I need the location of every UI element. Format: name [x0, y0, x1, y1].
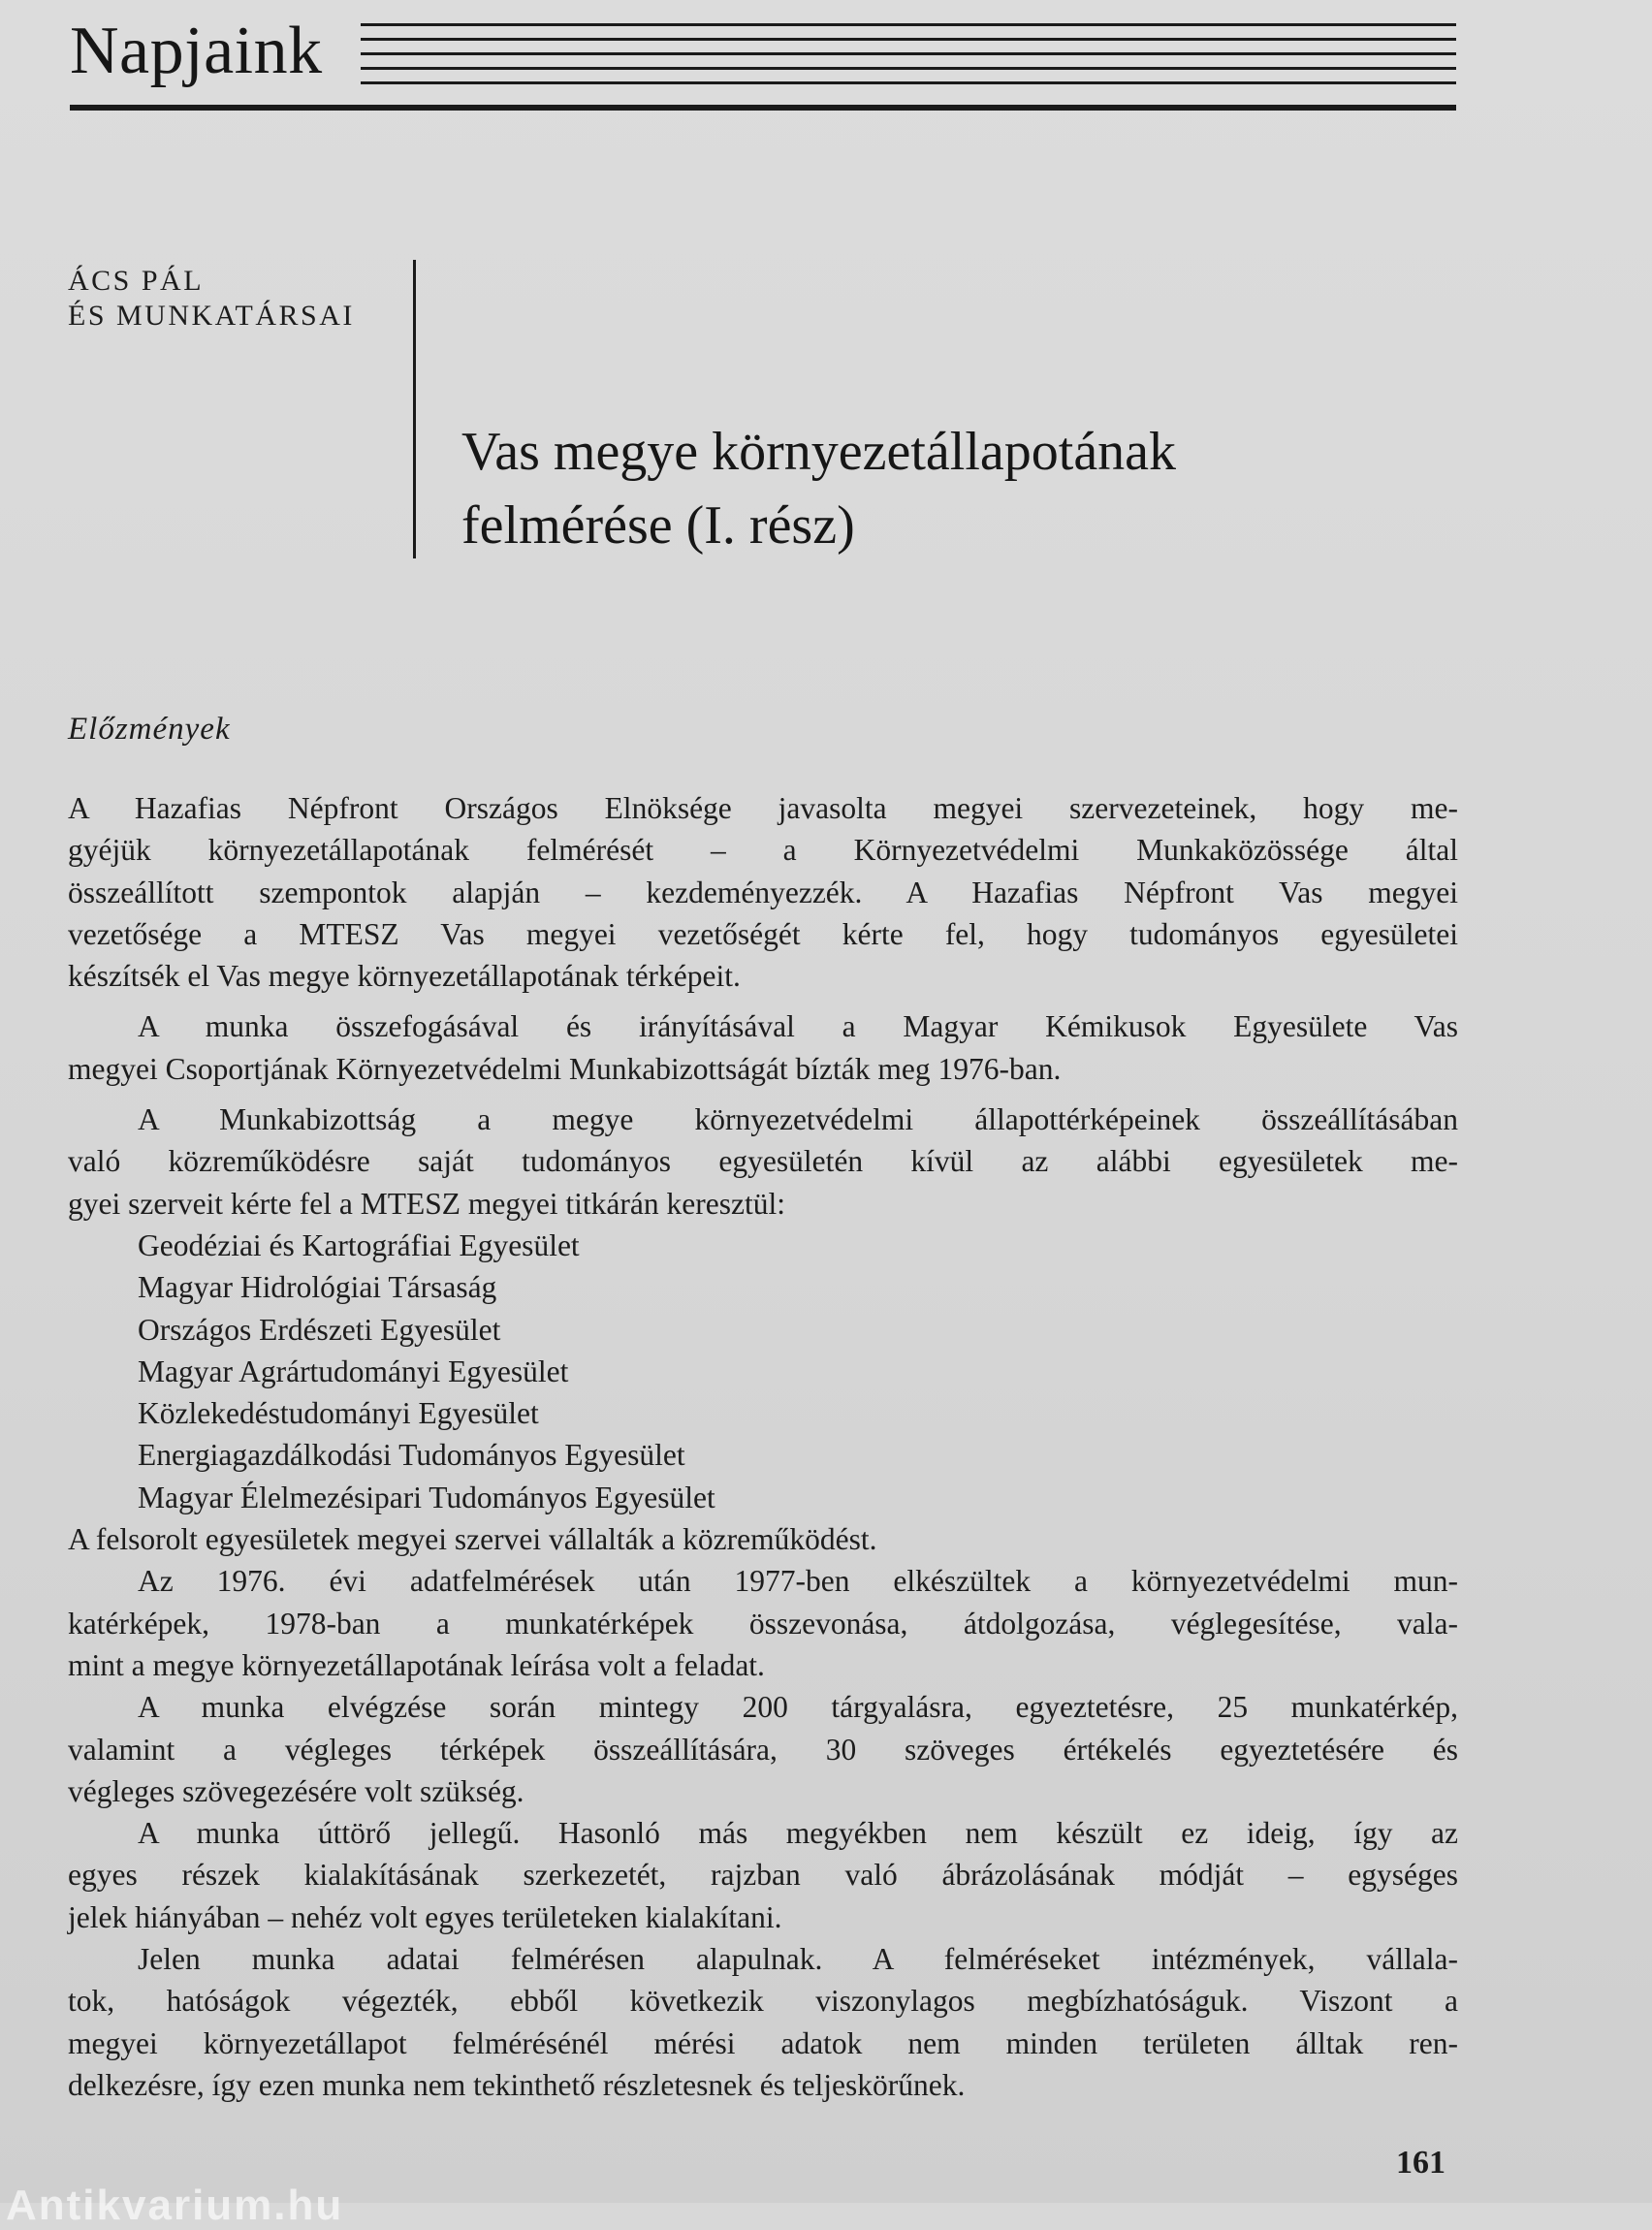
- text-line: valamint a végleges térképek összeállítására, 30 szöveges értékelés egyeztetésére és: [68, 1732, 1458, 1767]
- article-title-line: felmérése (I. rész): [461, 495, 855, 556]
- text-line: gyéjük környezetállapotának felmérését – a Környezetvédelmi Munkaközössége által: [68, 833, 1458, 868]
- text-line: megyei Csoportjának Környezetvédelmi Munkabizottságát bízták meg 1976-ban.: [68, 1051, 1062, 1086]
- organization-list: [68, 1225, 1458, 1518]
- text-line: gyei szerveit kérte fel a MTESZ megyei titkárán keresztül:: [68, 1186, 785, 1221]
- article-body: [68, 787, 1458, 2106]
- list-item: Közlekedéstudományi Egyesület: [138, 1396, 539, 1431]
- text-line: összeállított szempontok alapján – kezdeményezzék. A Hazafias Népfront Vas megyei: [68, 875, 1458, 909]
- text-line: való közreműködésre saját tudományos egyesületén kívül az alábbi egyesületek me-: [68, 1144, 1458, 1179]
- header-rule: [361, 67, 1456, 70]
- list-item: Magyar Hidrológiai Társaság: [138, 1270, 497, 1305]
- text-line: egyes részek kialakításának szerkezetét, rajzban való ábrázolásának módját – egységes: [68, 1858, 1458, 1893]
- text-line: készítsék el Vas megye környezetállapotának térképeit.: [68, 959, 741, 994]
- paragraph: [68, 1560, 1458, 1686]
- text-line: vezetősége a MTESZ Vas megyei vezetőségét kérte fel, hogy tudományos egyesületei: [68, 916, 1458, 951]
- paragraph: [68, 787, 1458, 997]
- paragraph: [68, 1812, 1458, 1938]
- header-underline: [70, 105, 1456, 111]
- watermark: Antikvarium.hu: [6, 2182, 344, 2229]
- text-line: mint a megye környezetállapotának leírása volt a feladat.: [68, 1647, 765, 1682]
- text-line: A munka összefogásával és irányításával a Magyar Kémikusok Egyesülete Vas: [138, 1009, 1458, 1044]
- text-line: tok, hatóságok végezték, ebből következik viszonylagos megbízhatóságuk. Viszont a: [68, 1984, 1458, 2019]
- text-line: A felsorolt egyesületek megyei szervei vállalták a közreműködést.: [68, 1522, 877, 1557]
- header-rule: [361, 81, 1456, 84]
- list-item: Geodéziai és Kartográfiai Egyesület: [138, 1227, 580, 1262]
- text-line: Jelen munka adatai felmérésen alapulnak. A felméréseket intézmények, vállala-: [138, 1942, 1458, 1977]
- section-title: Napjaink: [70, 14, 323, 88]
- text-line: végleges szövegezésére volt szükség.: [68, 1773, 524, 1808]
- section-heading: Előzmények: [68, 712, 231, 747]
- header-rule: [361, 52, 1456, 55]
- author-line: ÉS MUNKATÁRSAI: [68, 300, 355, 332]
- text-line: A munka elvégzése során mintegy 200 tárgyalásra, egyeztetésre, 25 munkatérkép,: [138, 1690, 1458, 1725]
- paragraph: [68, 1099, 1458, 1225]
- header-rule: [361, 23, 1456, 26]
- text-line: A Hazafias Népfront Országos Elnöksége javasolta megyei szervezeteinek, hogy me-: [68, 791, 1458, 825]
- text-line: Az 1976. évi adatfelmérések után 1977-ben elkészültek a környezetvédelmi mun-: [138, 1564, 1458, 1599]
- paragraph: [68, 1938, 1458, 2106]
- text-line: A Munkabizottság a megye környezetvédelmi állapottérképeinek összeállításában: [138, 1102, 1458, 1137]
- authors: [68, 264, 355, 334]
- paragraph: [68, 1518, 1458, 1560]
- paragraph: [68, 1005, 1458, 1090]
- text-line: megyei környezetállapot felmérésénél mérési adatok nem minden területen álltak ren-: [68, 2025, 1458, 2060]
- header-rule: [361, 38, 1456, 41]
- author-line: ÁCS PÁL: [68, 265, 205, 297]
- paragraph: [68, 1686, 1458, 1812]
- list-item: Energiagazdálkodási Tudományos Egyesület: [138, 1438, 685, 1473]
- text-line: jelek hiányában – nehéz volt egyes területeken kialakítani.: [68, 1899, 782, 1934]
- header-rules: [361, 23, 1456, 93]
- text-line: katérképek, 1978-ban a munkatérképek összevonása, átdolgozása, véglegesítése, vala-: [68, 1606, 1458, 1641]
- list-item: Magyar Élelmezésipari Tudományos Egyesület: [138, 1480, 715, 1514]
- article-title: [461, 415, 1176, 562]
- list-item: Országos Erdészeti Egyesület: [138, 1312, 501, 1347]
- article-title-line: Vas megye környezetállapotának: [461, 422, 1177, 482]
- list-item: Magyar Agrártudományi Egyesület: [138, 1354, 569, 1388]
- text-line: A munka úttörő jellegű. Hasonló más megyékben nem készült ez ideig, így az: [138, 1816, 1458, 1851]
- text-line: delkezésre, így ezen munka nem tekinthető részletesnek és teljeskörűnek.: [68, 2067, 966, 2102]
- page-number: 161: [1396, 2145, 1446, 2181]
- title-divider: [413, 260, 416, 558]
